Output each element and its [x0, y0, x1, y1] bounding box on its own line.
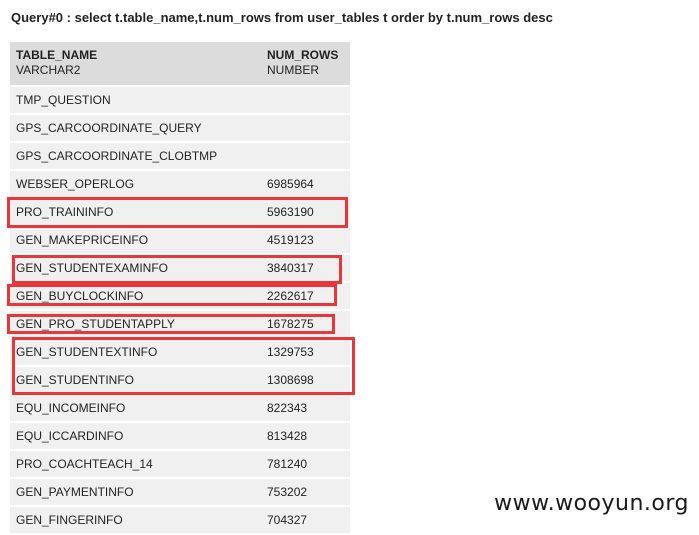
table-name-cell: GEN_STUDENTEXAMINFO	[10, 254, 261, 282]
table-name-cell: GPS_CARCOORDINATE_QUERY	[10, 114, 261, 142]
table-row	[10, 338, 350, 366]
num-rows-cell: 1308698	[261, 366, 350, 394]
column-type: VARCHAR2	[16, 63, 81, 77]
table-name-cell: WEBSER_OPERLOG	[10, 170, 261, 198]
table-name-cell: GEN_FINGERINFO	[10, 506, 261, 534]
num-rows-cell: 1678275	[261, 310, 350, 338]
num-rows-cell: 2262617	[261, 282, 350, 310]
num-rows-cell: 1329753	[261, 338, 350, 366]
column-name: TABLE_NAME	[16, 48, 98, 62]
num-rows-cell: 4519123	[261, 226, 350, 254]
table-name-cell: TMP_QUESTION	[10, 86, 261, 114]
table-row	[10, 86, 350, 114]
num-rows-cell	[261, 142, 350, 170]
table-name-cell: GEN_BUYCLOCKINFO	[10, 282, 261, 310]
table-name-cell: GEN_PAYMENTINFO	[10, 478, 261, 506]
num-rows-cell: 5963190	[261, 198, 350, 226]
table-name-cell: GEN_PRO_STUDENTAPPLY	[10, 310, 261, 338]
table-name-cell: PRO_COACHTEACH_14	[10, 450, 261, 478]
table-name-cell: GEN_STUDENTEXTINFO	[10, 338, 261, 366]
table-name-cell: GEN_MAKEPRICEINFO	[10, 226, 261, 254]
table-row	[10, 226, 350, 254]
table-name-cell: EQU_INCOMEINFO	[10, 394, 261, 422]
table-row	[10, 450, 350, 478]
column-header-table-name	[10, 42, 261, 86]
num-rows-cell: 781240	[261, 450, 350, 478]
table-row	[10, 170, 350, 198]
table-row	[10, 366, 350, 394]
table-name-cell: GEN_STUDENTINFO	[10, 366, 261, 394]
num-rows-cell: 3840317	[261, 254, 350, 282]
table-header-row	[10, 42, 350, 86]
table-row	[10, 310, 350, 338]
num-rows-cell	[261, 114, 350, 142]
table-name-cell: EQU_ICCARDINFO	[10, 422, 261, 450]
table-row	[10, 198, 350, 226]
table-row	[10, 114, 350, 142]
query-title: Query#0 : select t.table_name,t.num_rows from user_tables t order by t.num_rows desc	[11, 10, 553, 25]
column-type: NUMBER	[267, 63, 320, 77]
table-row	[10, 478, 350, 506]
table-row	[10, 254, 350, 282]
table-row	[10, 422, 350, 450]
num-rows-cell	[261, 86, 350, 114]
num-rows-cell: 704327	[261, 506, 350, 534]
num-rows-cell: 6985964	[261, 170, 350, 198]
num-rows-cell: 753202	[261, 478, 350, 506]
column-name: NUM_ROWS	[267, 48, 339, 62]
num-rows-cell: 813428	[261, 422, 350, 450]
table-name-cell: GPS_CARCOORDINATE_CLOBTMP	[10, 142, 261, 170]
watermark-text: www.wooyun.org	[494, 491, 689, 516]
num-rows-cell: 822343	[261, 394, 350, 422]
table-row	[10, 394, 350, 422]
table-row	[10, 142, 350, 170]
result-table	[10, 42, 350, 535]
table-name-cell: PRO_TRAININFO	[10, 198, 261, 226]
table-row	[10, 282, 350, 310]
column-header-num-rows	[261, 42, 350, 86]
